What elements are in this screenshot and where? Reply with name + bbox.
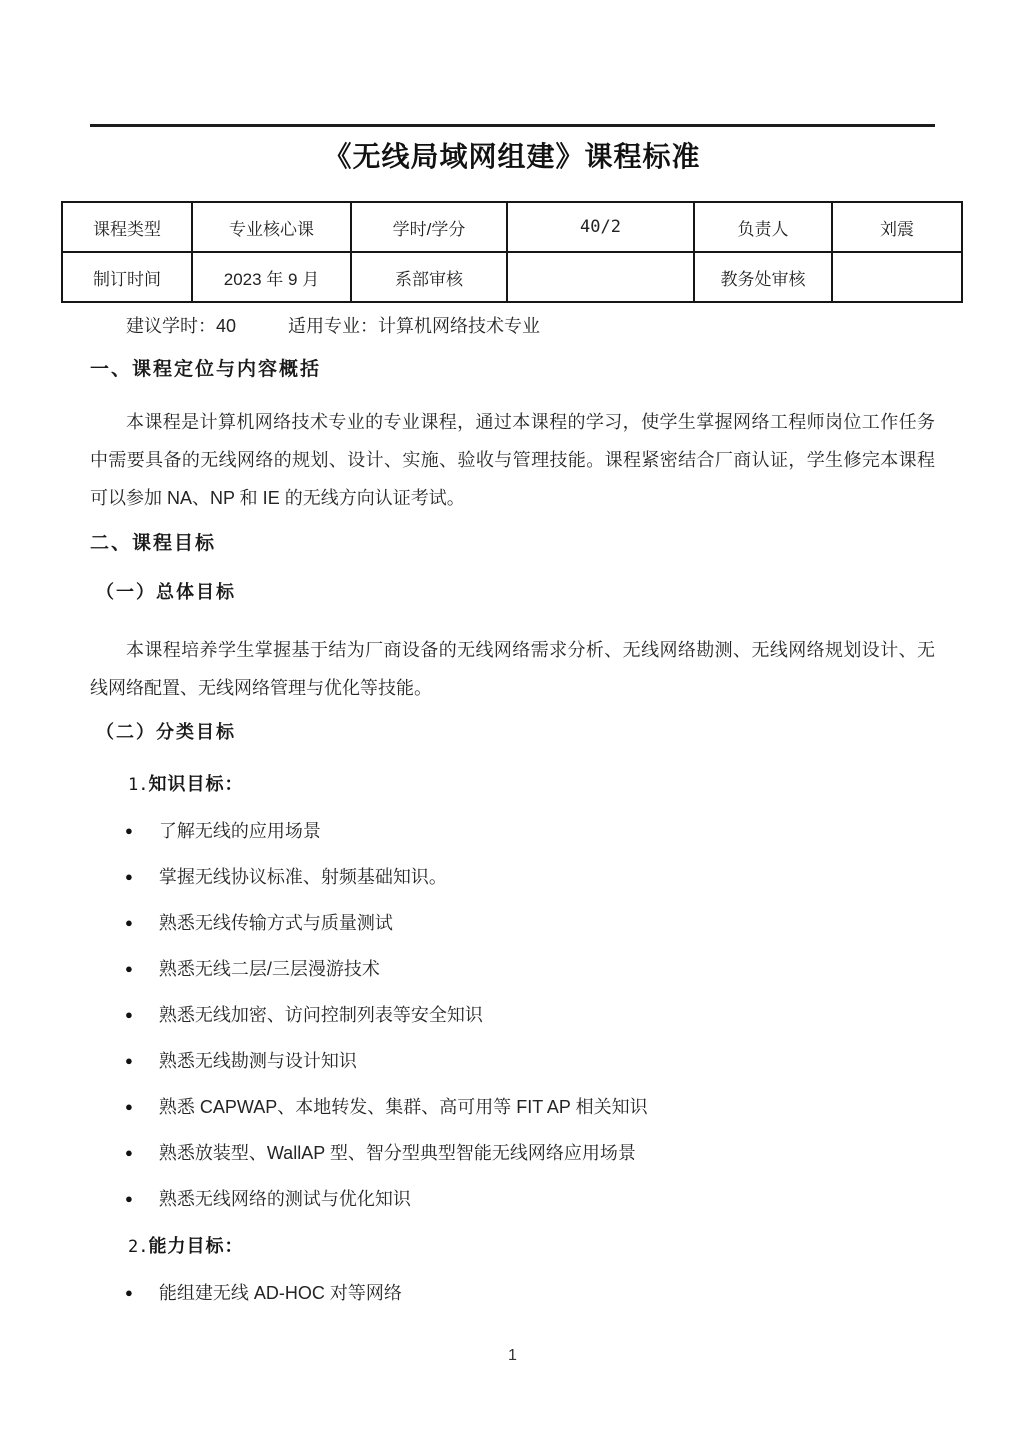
list-item-text: 熟悉无线二层/三层漫游技术 bbox=[158, 959, 380, 979]
list-item-text: 能组建无线 AD-HOC 对等网络 bbox=[158, 1283, 402, 1303]
list-item-text: 熟悉放装型、WallAP 型、智分型典型智能无线网络应用场景 bbox=[158, 1143, 636, 1163]
list-item-text: 熟悉无线网络的测试与优化知识 bbox=[158, 1189, 411, 1209]
subheading-classified-goal: （二）分类目标 bbox=[96, 722, 236, 742]
cell-formulation-time-label: 制订时间 bbox=[62, 252, 192, 302]
cell-hours-credits-value: 40/2 bbox=[507, 202, 694, 252]
list-item-text: 熟悉无线勘测与设计知识 bbox=[158, 1051, 357, 1071]
course-info-table bbox=[61, 201, 963, 303]
bullet-icon: ● bbox=[125, 1190, 133, 1206]
cell-person-in-charge-label: 负责人 bbox=[694, 202, 832, 252]
section-heading-goals: 二、课程目标 bbox=[90, 533, 217, 554]
applicable-major: 适用专业：计算机网络技术专业 bbox=[288, 316, 541, 336]
section-heading-positioning: 一、课程定位与内容概括 bbox=[90, 359, 322, 380]
list-item bbox=[125, 807, 935, 853]
list-item bbox=[125, 1037, 935, 1083]
bullet-icon: ● bbox=[125, 1284, 133, 1300]
cell-course-type-value: 专业核心课 bbox=[192, 202, 351, 252]
knowledge-goal-label: 知识目标： bbox=[148, 774, 244, 794]
bullet-icon: ● bbox=[125, 1052, 133, 1068]
ability-goal-label: 能力目标： bbox=[148, 1236, 244, 1256]
knowledge-goal-list bbox=[90, 807, 935, 1221]
list-item bbox=[125, 1083, 935, 1129]
list-item bbox=[125, 1269, 935, 1315]
overall-goal-paragraph: 本课程培养学生掌握基于结为厂商设备的无线网络需求分析、无线网络勘测、无线网络规划设计、无线网络配置、无线网络管理与优化等技能。 bbox=[90, 640, 935, 698]
cell-academic-office-review-label: 教务处审核 bbox=[694, 252, 832, 302]
list-item-text: 熟悉无线加密、访问控制列表等安全知识 bbox=[158, 1005, 483, 1025]
list-item-text: 了解无线的应用场景 bbox=[158, 821, 321, 841]
list-item bbox=[125, 1129, 935, 1175]
table-row bbox=[62, 252, 962, 302]
cell-hours-credits-label: 学时/学分 bbox=[351, 202, 507, 252]
table-row bbox=[62, 202, 962, 252]
bullet-icon: ● bbox=[125, 1006, 133, 1022]
bullet-icon: ● bbox=[125, 1144, 133, 1160]
suggested-hours: 建议学时：40 bbox=[126, 316, 237, 336]
document-body bbox=[90, 312, 935, 1371]
ability-goal-list bbox=[90, 1269, 935, 1315]
bullet-icon: ● bbox=[125, 822, 133, 838]
bullet-icon: ● bbox=[125, 960, 133, 976]
bullet-icon: ● bbox=[125, 1098, 133, 1114]
list-item bbox=[125, 945, 935, 991]
subheading-overall-goal: （一）总体目标 bbox=[96, 582, 236, 602]
knowledge-goal-heading bbox=[90, 769, 935, 800]
list-item bbox=[125, 991, 935, 1037]
positioning-paragraph: 本课程是计算机网络技术专业的专业课程，通过本课程的学习，使学生掌握网络工程师岗位工作任务中需要具备的无线网络的规划、设计、实施、验收与管理技能。课程紧密结合厂商认证，学生修完本课程可以参加 NA、NP 和 IE 的无线方向认证考试。 bbox=[90, 412, 935, 508]
ability-goal-number: 2. bbox=[128, 1237, 149, 1257]
list-item bbox=[125, 853, 935, 899]
page-title: 《无线局域网组建》课程标准 bbox=[323, 141, 701, 172]
list-item bbox=[125, 1175, 935, 1221]
list-item-text: 熟悉无线传输方式与质量测试 bbox=[158, 913, 393, 933]
cell-academic-office-review-value bbox=[832, 252, 962, 302]
meta-line bbox=[90, 312, 935, 340]
cell-course-type-label: 课程类型 bbox=[62, 202, 192, 252]
cell-formulation-time-value: 2023 年 9 月 bbox=[192, 252, 351, 302]
bullet-icon: ● bbox=[125, 914, 133, 930]
ability-goal-heading bbox=[90, 1231, 935, 1262]
list-item bbox=[125, 899, 935, 945]
cell-person-in-charge-value: 刘震 bbox=[832, 202, 962, 252]
header-rule bbox=[90, 124, 935, 127]
knowledge-goal-number: 1. bbox=[128, 775, 149, 795]
list-item-text: 掌握无线协议标准、射频基础知识。 bbox=[158, 867, 447, 887]
bullet-icon: ● bbox=[125, 868, 133, 884]
list-item-text: 熟悉 CAPWAP、本地转发、集群、高可用等 FIT AP 相关知识 bbox=[158, 1097, 648, 1117]
page-number: 1 bbox=[508, 1347, 517, 1364]
cell-dept-review-label: 系部审核 bbox=[351, 252, 507, 302]
cell-dept-review-value bbox=[507, 252, 694, 302]
